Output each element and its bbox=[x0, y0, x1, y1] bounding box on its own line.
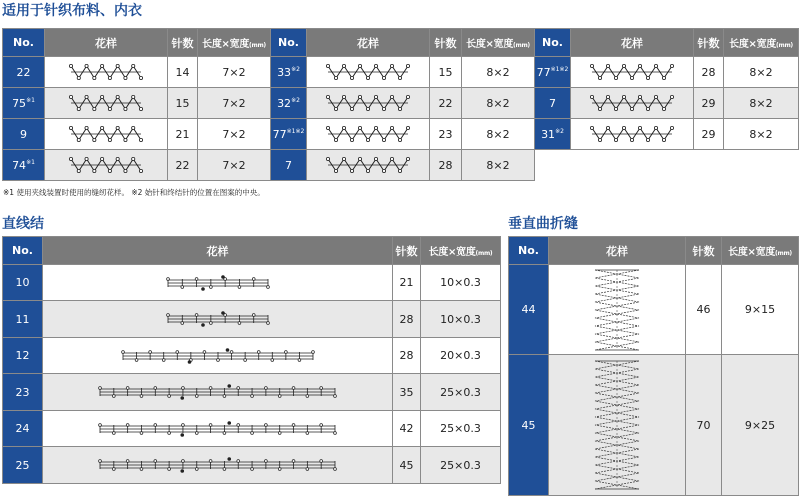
stitch-count: 42 bbox=[393, 411, 421, 447]
pattern-number: 7 bbox=[535, 88, 571, 119]
knit-table-1 bbox=[2, 28, 271, 181]
pattern-image bbox=[571, 119, 694, 150]
pattern-image bbox=[43, 338, 393, 374]
pattern-size: 8×2 bbox=[724, 119, 799, 150]
pattern-number: 32$^{※2}$ bbox=[271, 88, 307, 119]
pattern-number: 11 bbox=[3, 301, 43, 338]
pattern-size: 8×2 bbox=[462, 150, 535, 181]
pattern-image bbox=[43, 301, 393, 338]
pattern-size: 10×0.3 bbox=[421, 265, 501, 301]
pattern-size: 7×2 bbox=[198, 88, 271, 119]
pattern-image bbox=[571, 57, 694, 88]
table-row bbox=[3, 150, 271, 181]
header-stitches: 针数 bbox=[686, 237, 722, 265]
stitch-count: 28 bbox=[393, 338, 421, 374]
pattern-size: 7×2 bbox=[198, 150, 271, 181]
pattern-image bbox=[307, 119, 430, 150]
stitch-count: 21 bbox=[168, 119, 198, 150]
pattern-image bbox=[45, 57, 168, 88]
pattern-number: 74$^{※1}$ bbox=[3, 150, 45, 181]
pattern-image bbox=[307, 88, 430, 119]
footnote: ※1 使用夹线装置时使用的缝纫花样。 ※2 始针和终结针的位置在图案的中央。 bbox=[3, 188, 265, 197]
pattern-number: 12 bbox=[3, 338, 43, 374]
header-pattern: 花样 bbox=[571, 29, 694, 57]
stitch-count: 46 bbox=[686, 265, 722, 355]
table-row bbox=[509, 265, 799, 355]
table-row bbox=[3, 447, 501, 484]
pattern-image bbox=[45, 150, 168, 181]
pattern-image bbox=[43, 265, 393, 301]
stitch-count: 14 bbox=[168, 57, 198, 88]
table-row bbox=[535, 57, 799, 88]
stitch-count: 29 bbox=[694, 119, 724, 150]
vertical-zigzag-table bbox=[508, 236, 799, 496]
pattern-size: 9×15 bbox=[722, 265, 799, 355]
stitch-count: 22 bbox=[168, 150, 198, 181]
bartack-table bbox=[2, 236, 501, 484]
table-row bbox=[3, 265, 501, 301]
pattern-size: 8×2 bbox=[462, 57, 535, 88]
pattern-size: 8×2 bbox=[462, 119, 535, 150]
table-row bbox=[3, 88, 271, 119]
pattern-size: 8×2 bbox=[724, 57, 799, 88]
stitch-count: 28 bbox=[694, 57, 724, 88]
stitch-count: 28 bbox=[430, 150, 462, 181]
table-row bbox=[271, 150, 535, 181]
pattern-number: 44 bbox=[509, 265, 549, 355]
pattern-number: 22 bbox=[3, 57, 45, 88]
stitch-count: 45 bbox=[393, 447, 421, 484]
pattern-size: 7×2 bbox=[198, 57, 271, 88]
pattern-number: 24 bbox=[3, 411, 43, 447]
section-title-vertical-zigzag: 垂直曲折缝 bbox=[508, 216, 578, 232]
header-pattern: 花样 bbox=[549, 237, 686, 265]
stitch-count: 22 bbox=[430, 88, 462, 119]
stitch-count: 23 bbox=[430, 119, 462, 150]
stitch-count: 15 bbox=[430, 57, 462, 88]
pattern-image bbox=[307, 150, 430, 181]
stitch-count: 70 bbox=[686, 355, 722, 496]
stitch-count: 15 bbox=[168, 88, 198, 119]
pattern-number: 45 bbox=[509, 355, 549, 496]
table-row bbox=[3, 119, 271, 150]
header-size: 长度×宽度(mm) bbox=[722, 237, 799, 265]
section-title-knit: 适用于针织布料、内衣 bbox=[2, 3, 142, 19]
pattern-size: 7×2 bbox=[198, 119, 271, 150]
header-size: 长度×宽度(mm) bbox=[462, 29, 535, 57]
header-stitches: 针数 bbox=[430, 29, 462, 57]
table-row bbox=[535, 119, 799, 150]
pattern-image bbox=[43, 447, 393, 484]
pattern-number: 23 bbox=[3, 374, 43, 411]
header-stitches: 针数 bbox=[393, 237, 421, 265]
pattern-image bbox=[43, 374, 393, 411]
pattern-size: 9×25 bbox=[722, 355, 799, 496]
table-row bbox=[3, 57, 271, 88]
table-row bbox=[3, 301, 501, 338]
pattern-number: 25 bbox=[3, 447, 43, 484]
pattern-number: 10 bbox=[3, 265, 43, 301]
pattern-image bbox=[571, 88, 694, 119]
table-row bbox=[271, 119, 535, 150]
pattern-number: $77^{※1※2}$ bbox=[535, 57, 571, 88]
header-pattern: 花样 bbox=[307, 29, 430, 57]
pattern-number: $77^{※1※2}$ bbox=[271, 119, 307, 150]
table-row bbox=[3, 411, 501, 447]
pattern-image bbox=[45, 119, 168, 150]
knit-table-3 bbox=[534, 28, 799, 150]
knit-table-2 bbox=[270, 28, 535, 181]
pattern-image bbox=[43, 411, 393, 447]
header-size: 长度×宽度(mm) bbox=[198, 29, 271, 57]
pattern-size: 10×0.3 bbox=[421, 301, 501, 338]
pattern-size: 20×0.3 bbox=[421, 338, 501, 374]
stitch-count: 29 bbox=[694, 88, 724, 119]
pattern-image bbox=[549, 265, 686, 355]
header-stitches: 针数 bbox=[168, 29, 198, 57]
pattern-number: 33$^{※2}$ bbox=[271, 57, 307, 88]
pattern-number: 31$^{※2}$ bbox=[535, 119, 571, 150]
stitch-count: 21 bbox=[393, 265, 421, 301]
table-row bbox=[535, 88, 799, 119]
table-row bbox=[271, 57, 535, 88]
pattern-number: 75$^{※1}$ bbox=[3, 88, 45, 119]
header-size: 长度×宽度(mm) bbox=[724, 29, 799, 57]
table-row bbox=[509, 355, 799, 496]
pattern-number: 9 bbox=[3, 119, 45, 150]
pattern-number: 7 bbox=[271, 150, 307, 181]
header-no: No. bbox=[3, 29, 45, 57]
pattern-image bbox=[45, 88, 168, 119]
pattern-size: 8×2 bbox=[462, 88, 535, 119]
header-no: No. bbox=[509, 237, 549, 265]
table-row bbox=[271, 88, 535, 119]
pattern-size: 25×0.3 bbox=[421, 447, 501, 484]
header-size: 长度×宽度(mm) bbox=[421, 237, 501, 265]
stitch-count: 28 bbox=[393, 301, 421, 338]
stitch-count: 35 bbox=[393, 374, 421, 411]
header-stitches: 针数 bbox=[694, 29, 724, 57]
header-no: No. bbox=[535, 29, 571, 57]
pattern-size: 25×0.3 bbox=[421, 411, 501, 447]
pattern-image bbox=[307, 57, 430, 88]
pattern-image bbox=[549, 355, 686, 496]
table-row bbox=[3, 338, 501, 374]
table-row bbox=[3, 374, 501, 411]
header-no: No. bbox=[3, 237, 43, 265]
section-title-bartack: 直线结 bbox=[2, 216, 44, 232]
pattern-size: 25×0.3 bbox=[421, 374, 501, 411]
header-no: No. bbox=[271, 29, 307, 57]
header-pattern: 花样 bbox=[45, 29, 168, 57]
pattern-size: 8×2 bbox=[724, 88, 799, 119]
header-pattern: 花样 bbox=[43, 237, 393, 265]
